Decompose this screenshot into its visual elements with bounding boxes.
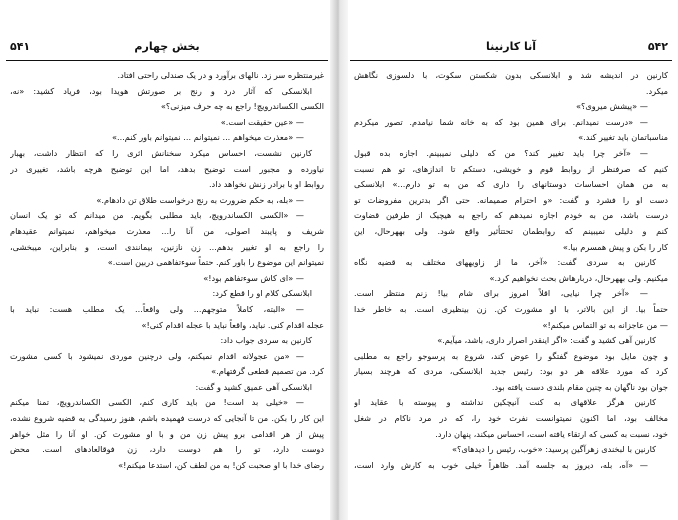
text-line: کارنین با لبخندی زهرآگین پرسید: «خوب، رئیس را دیدهای؟» — [451, 444, 656, 455]
text-line: — «ای کاش سوءتفاهم بود!» — [203, 272, 304, 283]
left-page-number: ۵۴۱ — [10, 40, 31, 53]
right-page-body — [354, 68, 668, 473]
text-line: این کار را بکن. من تا آنجایی که درست فهمیده باشم، هنوز رسیدگی به قضیه شروع نشده، — [10, 413, 324, 424]
text-line: کارنین به سردی گفت: «آخر، ما از زاویههای مختلف به قضیه نگاه — [354, 257, 656, 268]
text-line: میکنیم. ولی بههرحال، دربارهاش بحث نخواهیم کرد.» — [489, 272, 668, 283]
text-line: ابلانسکی آهی عمیق کشید و گفت: — [195, 381, 312, 392]
text-line: خود، نسبت به کسی که ارتقاء یافته است، احساس میکند، پنهان دارد. — [435, 428, 668, 439]
text-line: — «پیشش میروی؟» — [576, 101, 648, 112]
text-line: حتماً بیا. از این بالاتر، با او مشورت کن. زن بینظیری است. به خاطر خدا — [354, 303, 668, 314]
text-line: را راجع به او تغییر بدهم... زن نازنین، بیمانندی است، و بنابراین، میبخشی، — [10, 241, 324, 252]
text-line: — «آخر چرا نیایی، اقلاً امروز برای شام بیا! زنم منتظر است. — [354, 288, 648, 299]
right-page-title: آنا کارنینا — [486, 40, 536, 53]
text-line: عجله اقدام کنی. نباید، واقعاً نباید با عجله اقدام کنی!» — [141, 319, 324, 330]
text-line: روابط او با برادر زنش نخواهد داد. — [208, 179, 324, 190]
text-line: میکرد. — [645, 85, 668, 96]
text-line: مخالف بود، اما اکنون نمیتوانست نفرت خود را، که در مرد ناکام در شغل — [354, 413, 668, 424]
text-line: دست او را فشرد و گفت: «و احترام صمیمانه. حتی اگر بدترین مفروضات تو — [354, 194, 668, 205]
text-line: — «آه، بله، دیروز به جلسه آمد. ظاهراً خیلی خوب به کارش وارد است، — [354, 459, 648, 470]
text-line: شریف و پایبند اصولی، من آنا را... معذرت میخواهم، نمیتوانم عقیدهام — [10, 225, 324, 236]
text-line: — «معذرت میخواهم ... نمیتوانم ... نمیتوانم باور کنم...» — [111, 132, 304, 143]
text-line: — «الکسی الکساندرویچ، باید مطلبی بگویم. من میدانم که تو یک انسان — [10, 210, 304, 221]
text-line: کار را بکن و پیش همسرم بیا.» — [562, 241, 668, 252]
text-line: کنم و دلیلی نمیبینم که روابطمان تحتتأثیر واقع شود. ولی بههرحال، این — [354, 225, 668, 236]
left-page-body — [10, 68, 324, 473]
left-page — [6, 0, 328, 520]
text-line: ابلانسکی که آثار درد و رنج بر صورتش هویدا بود، فریاد کشید: «نه، — [10, 85, 312, 96]
left-page-header — [6, 38, 328, 61]
text-line: — «درست نمیدانم. برای همین بود که به خانه شما نیامدم. تصور میکردم — [354, 116, 648, 127]
text-line: — من عاجزانه به تو التماس میکنم!» — [542, 319, 668, 330]
left-page-title: بخش چهارم — [134, 40, 200, 53]
text-line: جوان بود ناگهان به چنین مقام بلندی دست یافته بود. — [491, 381, 668, 392]
text-line: — «البته، کاملاً متوجهم... ولی واقعاً... یک مطلب هست: نباید با — [10, 303, 304, 314]
text-line: کارنین آهی کشید و گفت: «اگر اینقدر اصرار داری، باشد، میآیم.» — [437, 335, 656, 346]
book-gutter — [330, 0, 348, 520]
text-line: کارنین در اندیشه شد و ابلانسکی بدون شکستن سکوت، با دلسوزی نگاهش — [354, 70, 668, 80]
text-line: نیاورده و مجبور است توضیح بدهد، اما این توضیح هرچه باشد، تغییری در — [10, 163, 324, 174]
text-line: کارنین به سردی جواب داد: — [220, 335, 312, 346]
text-line: پیش از هر اقدامی برو پیش زن من و با او مشورت کن. او آنا را مثل خواهر — [10, 428, 324, 439]
text-line: — «بله، به حکم ضرورت به رنج درخواست طلاق تن دادهام.» — [96, 194, 304, 205]
text-line: درست باشد، من به خودم اجازه نمیدهم که راجع به هیچیک از طرفین قضاوت — [354, 210, 668, 221]
text-line: کرد که مورد علاقه هر دو بود: رئیس جدید ابلانسکی، مردی که هرچند بسیار — [354, 366, 668, 377]
text-line: — «من عجولانه اقدام نمیکنم، ولی درچنین موردی نمیشود با کسی مشورت — [10, 350, 304, 361]
text-line: و چون مایل بود موضوع گفتگو را عوض کند، شروع به پرسوجو راجع به مطلبی — [354, 350, 668, 361]
text-line: — «عین حقیقت است.» — [220, 116, 304, 127]
text-line: کرد. من تصمیم قطعی گرفتهام.» — [211, 366, 324, 377]
right-page-number: ۵۴۲ — [647, 40, 668, 53]
text-line: الکسی الکساندرویچ! راجع به چه حرف میزنی؟» — [160, 101, 324, 112]
text-line: به من همان احساسات دوستانهای را داری که من به تو دارم...» ابلانسکی — [354, 179, 668, 190]
text-line: کارنین هرگز علاقهای به کنت آنیچکین نداشته و پیوسته با عقاید او — [354, 397, 656, 408]
text-line: ابلانسکی کلام او را قطع کرد: — [212, 288, 312, 299]
text-line: رضای خدا با او صحبت کن! به من لطف کن، استدعا میکنم!» — [118, 459, 324, 470]
text-line: غیرمنتظره سر زد. نالهای برآورد و در یک صندلی راحتی افتاد. — [117, 70, 324, 80]
text-line: کارنین نشست، احساس میکرد سخنانش اثری را که انتظار داشت، بهبار — [10, 147, 312, 158]
right-page — [350, 0, 672, 520]
text-line: — «خیلی بد است! من باید کاری کنم، الکسی الکساندرویچ، تمنا میکنم — [10, 397, 304, 408]
text-line: — «آخر چرا باید تغییر کند؟ من که دلیلی نمیبینم. اجازه بده قبول — [354, 147, 648, 158]
text-line: کنیم که صرفنظر از روابط قوم و خویشی، دستکم تا اندازهای، تو هم نسبت — [354, 163, 668, 174]
right-page-header — [350, 38, 672, 61]
text-line: نمیتوانم این موضوع را باور کنم. حتماً سوءتفاهمی دربین است.» — [107, 257, 324, 268]
text-line: مناسباتمان باید تغییر کند.» — [578, 132, 668, 143]
text-line: دوست دارد، تو را هم دوست دارد، زن فوقالعادهای است. محض — [10, 444, 324, 455]
